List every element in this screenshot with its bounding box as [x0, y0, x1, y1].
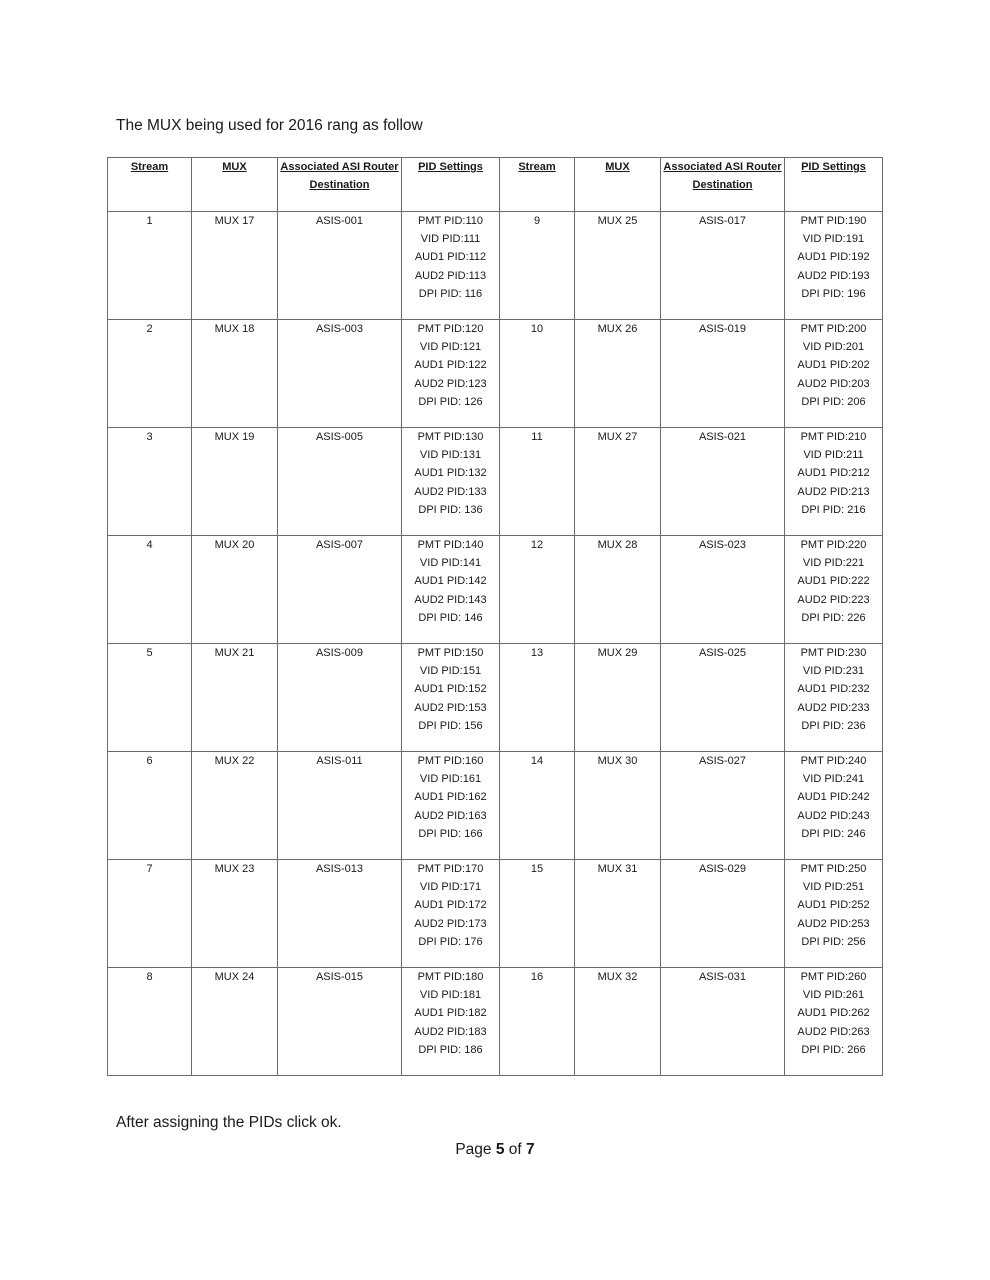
- stream-cell: 6: [108, 752, 192, 860]
- pid-settings-cell: [402, 536, 500, 644]
- mux-cell: MUX 32: [575, 968, 661, 1076]
- stream-cell: 14: [500, 752, 575, 860]
- table-row: [108, 752, 883, 860]
- mux-cell: MUX 27: [575, 428, 661, 536]
- asi-destination-cell: ASIS-027: [661, 752, 785, 860]
- asi-destination-cell: ASIS-019: [661, 320, 785, 428]
- mux-cell: MUX 22: [192, 752, 278, 860]
- pid-line: VID PID:111: [420, 233, 481, 246]
- pid-line: PMT PID:220: [800, 539, 867, 551]
- header-mux: MUX: [192, 158, 278, 212]
- pid-line: VID PID:191: [802, 233, 865, 246]
- pid-line: AUD1 PID:252: [797, 899, 870, 912]
- stream-cell: 5: [108, 644, 192, 752]
- asi-destination-cell: ASIS-007: [278, 536, 402, 644]
- pid-line: VID PID:261: [802, 989, 865, 1002]
- pid-line: VID PID:221: [802, 557, 865, 570]
- pid-line: PMT PID:260: [800, 971, 867, 983]
- pid-settings-cell: [785, 860, 883, 968]
- pid-line: DPI PID: 166: [418, 827, 483, 840]
- pid-line: VID PID:181: [419, 989, 482, 1002]
- pid-line: PMT PID:180: [417, 971, 484, 983]
- asi-destination-cell: ASIS-009: [278, 644, 402, 752]
- table-header-row: [108, 158, 883, 212]
- pid-line: AUD2 PID:173: [414, 917, 487, 930]
- pid-line: DPI PID: 206: [801, 395, 866, 408]
- header-asi-destination: Associated ASI Router Destination: [661, 158, 785, 212]
- pid-line: AUD2 PID:253: [797, 917, 870, 930]
- asi-destination-cell: ASIS-025: [661, 644, 785, 752]
- pid-line: AUD2 PID:243: [797, 809, 870, 822]
- pid-settings-cell: [785, 212, 883, 320]
- pid-line: VID PID:141: [419, 557, 482, 570]
- pid-line: AUD1 PID:202: [797, 359, 870, 372]
- stream-cell: 13: [500, 644, 575, 752]
- pid-line: PMT PID:140: [417, 539, 484, 551]
- intro-text: The MUX being used for 2016 rang as follow: [116, 117, 423, 134]
- pid-line: AUD1 PID:182: [414, 1007, 487, 1020]
- pid-line: DPI PID: 236: [801, 719, 866, 732]
- pid-line: AUD1 PID:212: [797, 467, 870, 480]
- pid-line: PMT PID:160: [417, 755, 484, 767]
- mux-cell: MUX 28: [575, 536, 661, 644]
- mux-cell: MUX 24: [192, 968, 278, 1076]
- table-row: [108, 320, 883, 428]
- pid-settings-cell: [402, 212, 500, 320]
- table-row: [108, 536, 883, 644]
- pid-line: VID PID:211: [803, 449, 864, 462]
- pid-line: AUD1 PID:122: [414, 359, 487, 372]
- asi-destination-cell: ASIS-023: [661, 536, 785, 644]
- pid-line: VID PID:171: [419, 881, 482, 894]
- pid-settings-cell: [785, 968, 883, 1076]
- asi-destination-cell: ASIS-029: [661, 860, 785, 968]
- stream-cell: 11: [500, 428, 575, 536]
- table-row: [108, 968, 883, 1076]
- pid-line: AUD2 PID:193: [797, 269, 870, 282]
- pid-line: VID PID:241: [802, 773, 865, 786]
- page-number: Page 5 of 7: [455, 1141, 535, 1158]
- footer-note: After assigning the PIDs click ok.: [116, 1114, 342, 1131]
- pid-line: PMT PID:200: [800, 323, 867, 335]
- mux-table: [107, 157, 883, 1076]
- pid-line: PMT PID:190: [800, 215, 867, 227]
- mux-cell: MUX 23: [192, 860, 278, 968]
- pid-line: DPI PID: 256: [801, 935, 866, 948]
- pid-line: AUD2 PID:233: [797, 701, 870, 714]
- asi-destination-cell: ASIS-017: [661, 212, 785, 320]
- pid-line: AUD2 PID:213: [797, 485, 870, 498]
- stream-cell: 7: [108, 860, 192, 968]
- pid-line: PMT PID:150: [417, 647, 484, 659]
- mux-cell: MUX 21: [192, 644, 278, 752]
- asi-destination-cell: ASIS-003: [278, 320, 402, 428]
- stream-cell: 12: [500, 536, 575, 644]
- pid-line: DPI PID: 246: [801, 827, 866, 840]
- pid-line: VID PID:131: [419, 449, 482, 462]
- pid-settings-cell: [785, 536, 883, 644]
- pid-settings-cell: [402, 320, 500, 428]
- asi-destination-cell: ASIS-021: [661, 428, 785, 536]
- pid-line: PMT PID:170: [417, 863, 484, 875]
- pid-line: AUD2 PID:123: [414, 377, 487, 390]
- pid-line: DPI PID: 226: [801, 611, 866, 624]
- mux-cell: MUX 26: [575, 320, 661, 428]
- pid-line: VID PID:151: [419, 665, 482, 678]
- pid-line: DPI PID: 186: [418, 1043, 483, 1056]
- pid-settings-cell: [402, 428, 500, 536]
- pid-line: AUD2 PID:153: [414, 701, 487, 714]
- pid-line: PMT PID:110: [417, 215, 483, 227]
- stream-cell: 2: [108, 320, 192, 428]
- pid-line: DPI PID: 116: [418, 287, 483, 300]
- stream-cell: 10: [500, 320, 575, 428]
- header-pid-settings: PID Settings: [402, 158, 500, 212]
- pid-line: AUD1 PID:232: [797, 683, 870, 696]
- mux-cell: MUX 19: [192, 428, 278, 536]
- pid-settings-cell: [785, 644, 883, 752]
- pid-line: AUD2 PID:223: [797, 593, 870, 606]
- stream-cell: 16: [500, 968, 575, 1076]
- pid-line: PMT PID:250: [800, 863, 867, 875]
- stream-cell: 3: [108, 428, 192, 536]
- table-row: [108, 428, 883, 536]
- pid-settings-cell: [402, 644, 500, 752]
- pid-settings-cell: [785, 428, 883, 536]
- header-stream: Stream: [500, 158, 575, 212]
- pid-line: VID PID:121: [419, 341, 482, 354]
- mux-cell: MUX 29: [575, 644, 661, 752]
- mux-cell: MUX 30: [575, 752, 661, 860]
- pid-line: AUD1 PID:132: [414, 467, 487, 480]
- header-mux: MUX: [575, 158, 661, 212]
- mux-cell: MUX 18: [192, 320, 278, 428]
- header-asi-destination: Associated ASI Router Destination: [278, 158, 402, 212]
- pid-line: VID PID:201: [802, 341, 865, 354]
- pid-line: AUD2 PID:113: [414, 269, 487, 282]
- pid-line: PMT PID:210: [800, 431, 867, 443]
- header-stream: Stream: [108, 158, 192, 212]
- pid-settings-cell: [785, 752, 883, 860]
- pid-line: DPI PID: 156: [418, 719, 483, 732]
- pid-line: PMT PID:130: [417, 431, 484, 443]
- pid-line: AUD1 PID:172: [414, 899, 487, 912]
- asi-destination-cell: ASIS-015: [278, 968, 402, 1076]
- pid-line: AUD2 PID:143: [414, 593, 487, 606]
- stream-cell: 4: [108, 536, 192, 644]
- pid-line: AUD1 PID:192: [797, 251, 870, 264]
- stream-cell: 9: [500, 212, 575, 320]
- asi-destination-cell: ASIS-005: [278, 428, 402, 536]
- pid-line: AUD2 PID:203: [797, 377, 870, 390]
- pid-line: AUD2 PID:163: [414, 809, 487, 822]
- mux-cell: MUX 20: [192, 536, 278, 644]
- pid-line: VID PID:231: [802, 665, 865, 678]
- stream-cell: 15: [500, 860, 575, 968]
- pid-line: AUD1 PID:112: [414, 251, 487, 264]
- pid-line: AUD1 PID:262: [797, 1007, 870, 1020]
- pid-line: PMT PID:240: [800, 755, 867, 767]
- asi-destination-cell: ASIS-011: [278, 752, 402, 860]
- pid-line: DPI PID: 146: [418, 611, 483, 624]
- stream-cell: 8: [108, 968, 192, 1076]
- asi-destination-cell: ASIS-013: [278, 860, 402, 968]
- table-row: [108, 644, 883, 752]
- pid-line: AUD1 PID:222: [797, 575, 870, 588]
- pid-line: AUD1 PID:142: [414, 575, 487, 588]
- pid-line: PMT PID:230: [800, 647, 867, 659]
- pid-line: PMT PID:120: [417, 323, 484, 335]
- pid-line: DPI PID: 266: [801, 1043, 866, 1056]
- pid-line: AUD2 PID:133: [414, 485, 487, 498]
- table-row: [108, 212, 883, 320]
- pid-line: DPI PID: 216: [801, 503, 866, 516]
- pid-settings-cell: [402, 860, 500, 968]
- mux-cell: MUX 25: [575, 212, 661, 320]
- mux-cell: MUX 31: [575, 860, 661, 968]
- pid-line: AUD1 PID:242: [797, 791, 870, 804]
- pid-settings-cell: [785, 320, 883, 428]
- pid-line: VID PID:161: [419, 773, 482, 786]
- pid-line: AUD2 PID:183: [414, 1025, 487, 1038]
- stream-cell: 1: [108, 212, 192, 320]
- pid-settings-cell: [402, 968, 500, 1076]
- pid-settings-cell: [402, 752, 500, 860]
- asi-destination-cell: ASIS-001: [278, 212, 402, 320]
- pid-line: DPI PID: 136: [418, 503, 483, 516]
- asi-destination-cell: ASIS-031: [661, 968, 785, 1076]
- table-row: [108, 860, 883, 968]
- pid-line: DPI PID: 196: [801, 287, 866, 300]
- pid-line: DPI PID: 126: [418, 395, 483, 408]
- pid-line: AUD2 PID:263: [797, 1025, 870, 1038]
- pid-line: AUD1 PID:152: [414, 683, 487, 696]
- pid-line: VID PID:251: [802, 881, 865, 894]
- mux-cell: MUX 17: [192, 212, 278, 320]
- header-pid-settings: PID Settings: [785, 158, 883, 212]
- pid-line: AUD1 PID:162: [414, 791, 487, 804]
- pid-line: DPI PID: 176: [418, 935, 483, 948]
